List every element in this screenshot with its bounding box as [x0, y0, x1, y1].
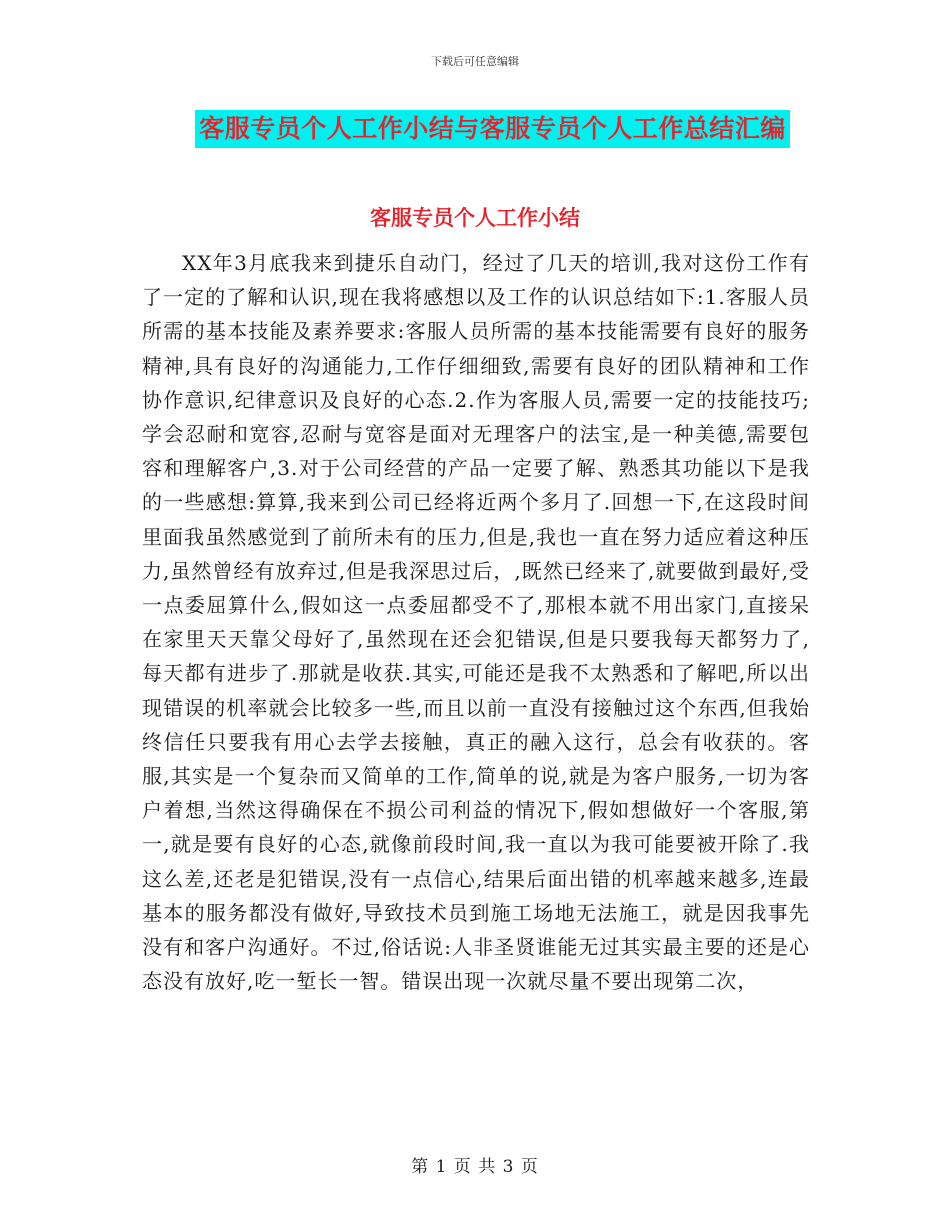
header-note: 下载后可任意编辑 [431, 55, 519, 68]
main-title: 客服专员个人工作小结与客服专员个人工作总结汇编 [195, 110, 790, 148]
body-paragraph: XX年3月底我来到捷乐自动门，经过了几天的培训,我对这份工作有了一定的了解和认识,现在我将感想以及工作的认识总结如下:1.客服人员所需的基本技能及素养要求:客服人员所需的基本技能需要有良好的服务精神,具有良好的沟通能力,工作仔细细致,需要有良好的团队精神和工作协作意识,纪律意识及良好的心态.2.作为客服人员,需要一定的技能技巧;学会忍耐和宽容,忍耐与宽容是面对无理客户的法宝,是一种美德,需要包容和理解客户,3.对于公司经营的产品一定要了解、熟悉其功能以下是我的一些感想:算算,我来到公司已经将近两个多月了.回想一下,在这段时间里面我虽然感觉到了前所未有的压力,但是,我也一直在努力适应着这种压力,虽然曾经有放弃过,但是我深思过后，,既然已经来了,就要做到最好,受一点委屈算什么,假如这一点委屈都受不了,那根本就不用出家门,直接呆在家里天天靠父母好了,虽然现在还会犯错误,但是只要我每天都努力了,每天都有进步了.那就是收获.其实,可能还是我不太熟悉和了解吧,所以出现错误的机率就会比较多一些,而且以前一直没有接触过这个东西,但我始终信任只要我有用心去学去接触，真正的融入这行，总会有收获的。客服,其实是一个复杂而又简单的工作,简单的说,就是为客户服务,一切为客户着想,当然这得确保在不损公司利益的情况下,假如想做好一个客服,第一,就是要有良好的心态,就像前段时间,我一直以为我可能要被开除了.我这么差,还老是犯错误,没有一点信心,结果后面出错的机率越来越多,连最基本的服务都没有做好,导致技术员到施工场地无法施工，就是因我事先没有和客户沟通好。不过,俗话说:人非圣贤谁能无过其实最主要的还是心态没有放好,吃一堑长一智。错误出现一次就尽量不要出现第二次， [142, 251, 810, 994]
page-number-footer: 第 1 页 共 3 页 [411, 1157, 539, 1177]
section-title: 客服专员个人工作小结 [370, 206, 580, 230]
main-title-container [0, 110, 950, 148]
